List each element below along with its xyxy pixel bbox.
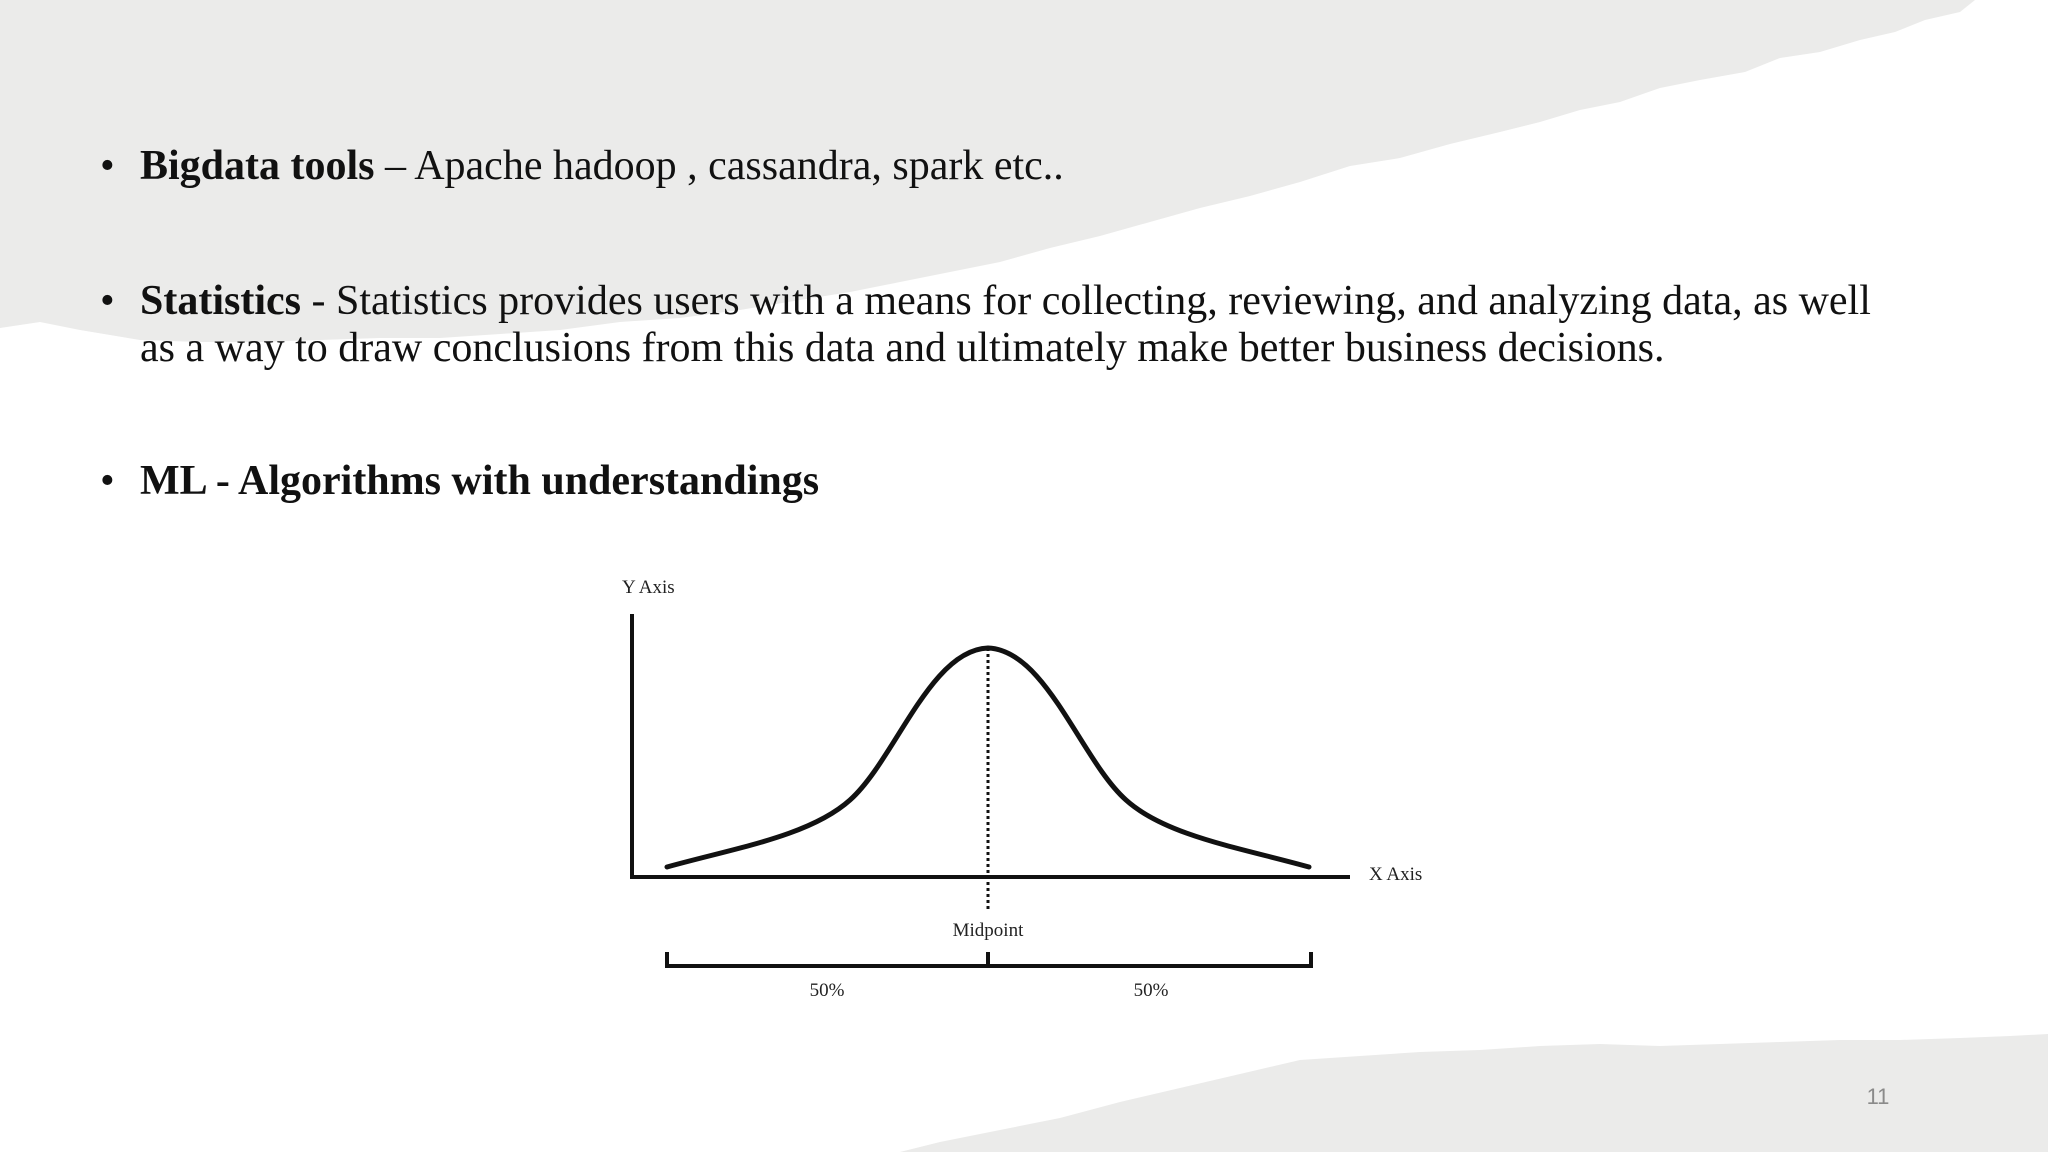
bullet-marker: • (100, 143, 115, 189)
y-axis-label: Y Axis (622, 577, 675, 598)
bullet-bold-label: ML - Algorithms with understandings (140, 458, 820, 504)
x-axis-label: X Axis (1369, 864, 1423, 885)
bullet-body: – Apache hadoop , cassandra, spark etc.. (374, 143, 1064, 189)
midpoint-label: Midpoint (952, 920, 1024, 941)
right-percent-label: 50% (1133, 980, 1169, 1001)
page-number: 11 (1866, 1084, 1890, 1109)
bullet-bold-label: Statistics (140, 278, 301, 324)
bullet-marker: • (100, 458, 115, 504)
left-percent-label: 50% (809, 980, 845, 1001)
bullet-bold-label: Bigdata tools (140, 143, 375, 189)
bullet-body: - Statistics provides users with a means for collecting, reviewing, and analyzing data, as well (301, 278, 1871, 324)
bullet-body-line-2: as a way to draw conclusions from this data and ultimately make better business decisions. (140, 325, 1665, 371)
bullet-marker: • (100, 278, 115, 324)
percent-bracket (667, 952, 1311, 966)
